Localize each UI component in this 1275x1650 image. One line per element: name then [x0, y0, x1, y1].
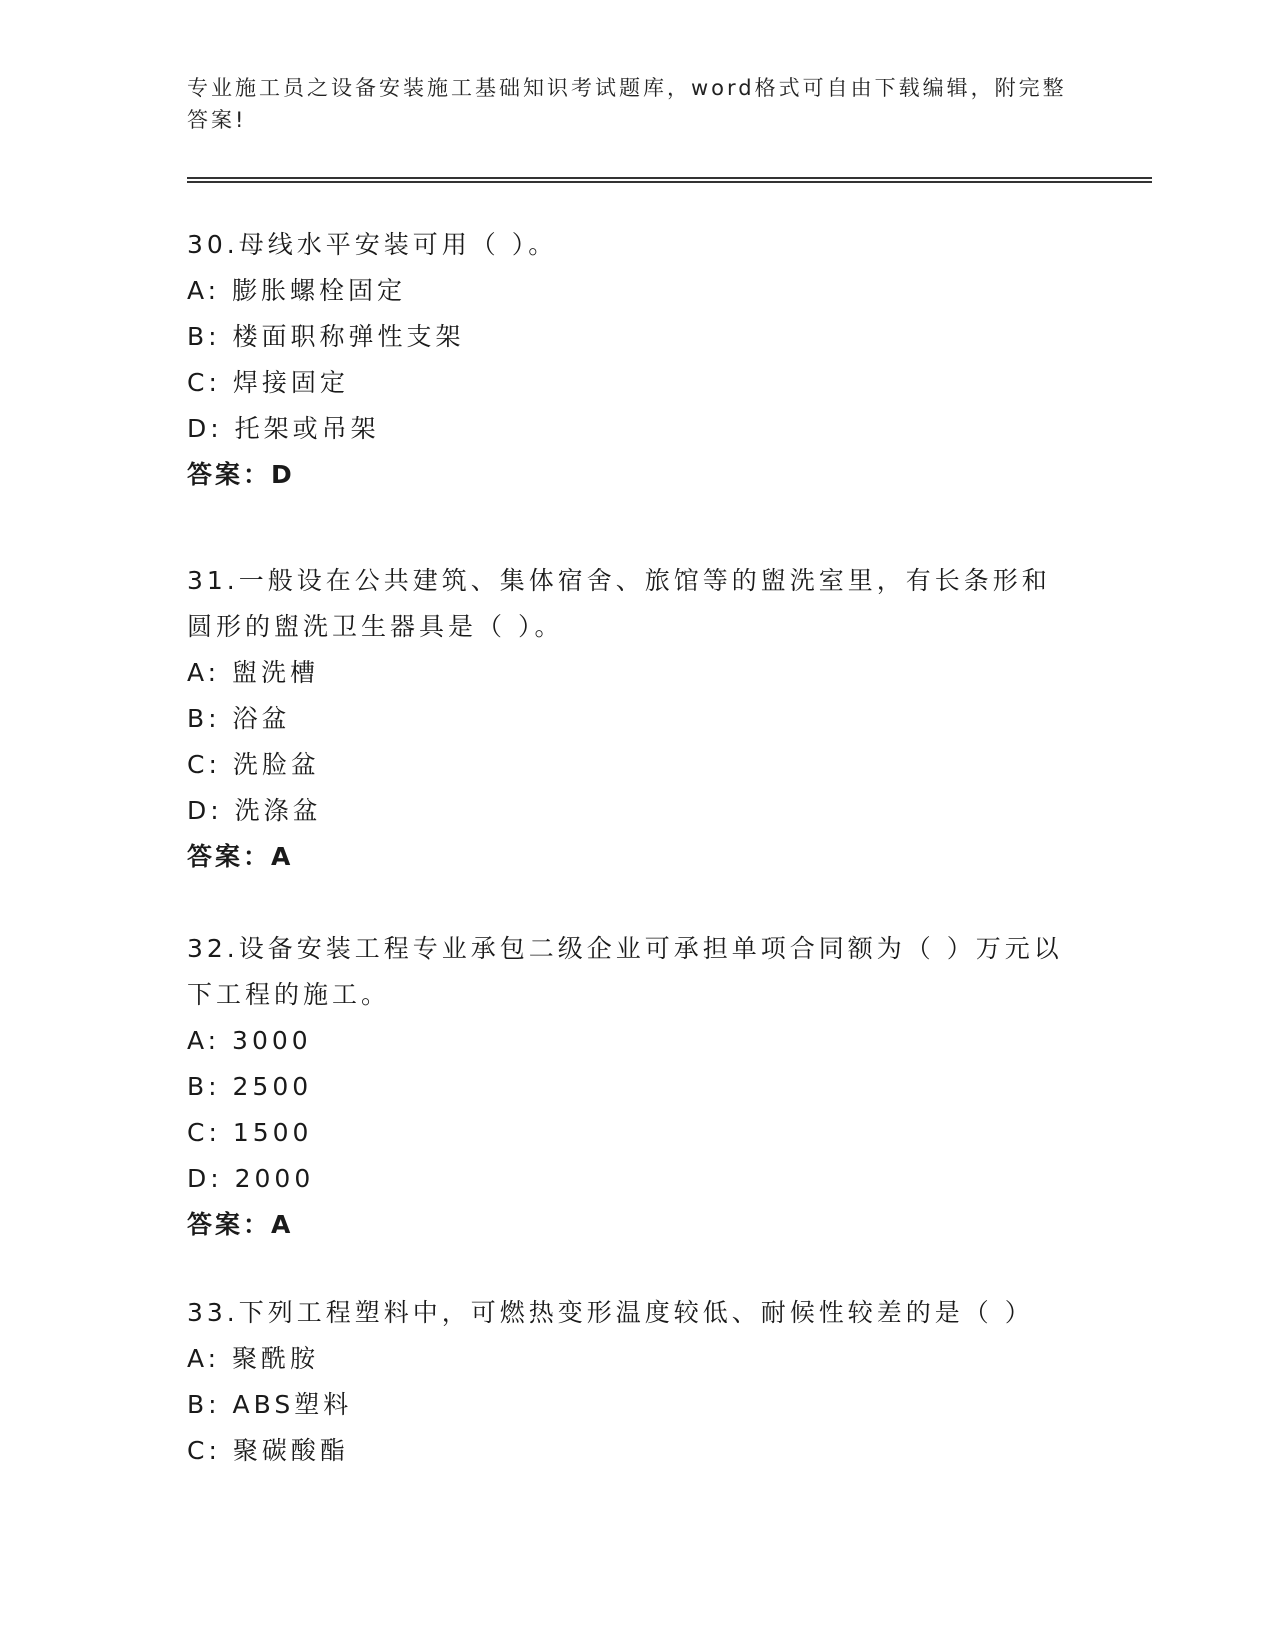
answer: 答案：A: [187, 842, 294, 871]
question-stem: 32.设备安装工程专业承包二级企业可承担单项合同额为（ ）万元以下工程的施工。: [187, 934, 1063, 1009]
option-c: C: 1500: [187, 1118, 313, 1147]
option-a: A: 3000: [187, 1026, 312, 1055]
option-c: C: 焊接固定: [187, 368, 349, 397]
option-b: B: 楼面职称弹性支架: [187, 322, 465, 351]
option-a: A: 膨胀螺栓固定: [187, 276, 407, 305]
question-stem: 31.一般设在公共建筑、集体宿舍、旅馆等的盥洗室里，有长条形和圆形的盥洗卫生器具是（ ）。: [187, 566, 1051, 641]
option-b: B: 2500: [187, 1072, 313, 1101]
question-30: [187, 222, 1067, 498]
document-header: 专业施工员之设备安装施工基础知识考试题库，word格式可自由下载编辑，附完整答案!: [187, 76, 1067, 132]
option-c: C: 聚碳酸酯: [187, 1436, 349, 1465]
option-b: B: ABS塑料: [187, 1390, 353, 1419]
option-a: A: 盥洗槽: [187, 658, 320, 687]
question-stem: 30.母线水平安装可用（ ）。: [187, 230, 558, 259]
option-d: D: 洗涤盆: [187, 796, 322, 825]
question-stem: 33.下列工程塑料中，可燃热变形温度较低、耐候性较差的是（ ）: [187, 1298, 1034, 1327]
option-d: D: 2000: [187, 1164, 315, 1193]
question-31: [187, 558, 1067, 880]
question-32: [187, 926, 1067, 1248]
option-b: B: 浴盆: [187, 704, 291, 733]
option-a: A: 聚酰胺: [187, 1344, 320, 1373]
option-c: C: 洗脸盆: [187, 750, 320, 779]
question-33: [187, 1290, 1067, 1474]
option-d: D: 托架或吊架: [187, 414, 380, 443]
answer: 答案：A: [187, 1210, 294, 1239]
header-divider: [187, 177, 1152, 183]
answer: 答案：D: [187, 460, 295, 489]
